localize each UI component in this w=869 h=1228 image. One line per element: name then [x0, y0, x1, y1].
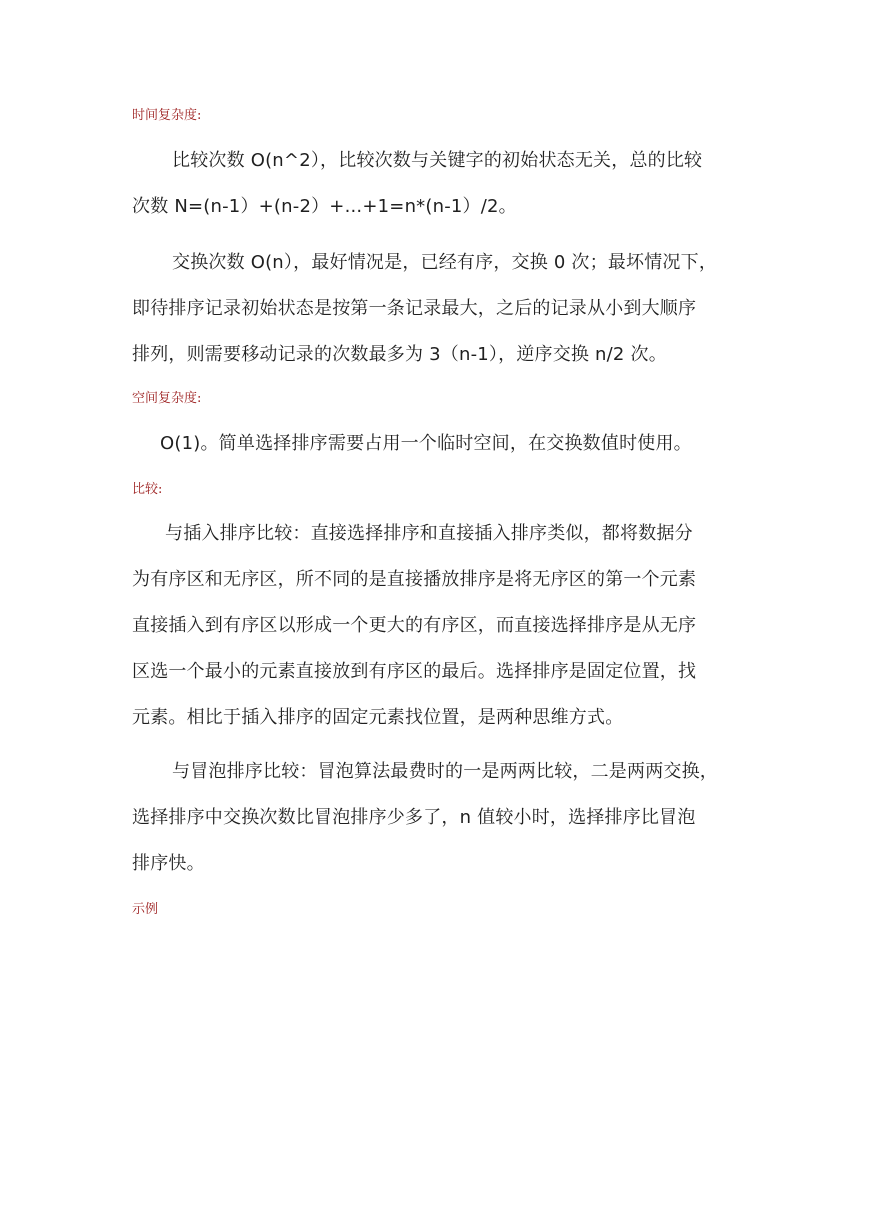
paragraph-swap-count: [132, 240, 740, 378]
text-line: 与冒泡排序比较：冒泡算法最费时的一是两两比较，二是两两交换，: [172, 761, 718, 782]
text-line: 排列，则需要移动记录的次数最多为 3（n-1），逆序交换 n/2 次。: [132, 344, 667, 365]
heading-comparison: 比较:: [132, 482, 163, 497]
text-line: 直接插入到有序区以形成一个更大的有序区，而直接选择排序是从无序: [132, 615, 697, 636]
text-line: 次数 N=(n-1）+(n-2）+...+1=n*(n-1）/2。: [132, 196, 517, 217]
heading-space-complexity: 空间复杂度:: [132, 391, 202, 406]
paragraph-vs-insertion-sort: [132, 511, 740, 741]
text-line: 交换次数 O(n），最好情况是，已经有序，交换 0 次；最坏情况下，: [172, 252, 718, 273]
text-line: 排序快。: [132, 853, 205, 874]
text-line: O(1)。简单选择排序需要占用一个临时空间，在交换数值时使用。: [160, 433, 692, 454]
text-line: 区选一个最小的元素直接放到有序区的最后。选择排序是固定位置，找: [132, 661, 697, 682]
text-line: 即待排序记录初始状态是按第一条记录最大，之后的记录从小到大顺序: [132, 298, 697, 319]
heading-example: 示例: [132, 902, 159, 917]
text-line: 与插入排序比较：直接选择排序和直接插入排序类似，都将数据分: [165, 523, 693, 544]
heading-time-complexity: 时间复杂度:: [132, 108, 202, 123]
paragraph-comparison-count: [132, 138, 740, 230]
paragraph-vs-bubble-sort: [132, 749, 740, 887]
text-line: 比较次数 O(n^2），比较次数与关键字的初始状态无关，总的比较: [172, 150, 703, 171]
text-line: 为有序区和无序区，所不同的是直接播放排序是将无序区的第一个元素: [132, 569, 697, 590]
paragraph-space: [132, 421, 740, 467]
text-line: 选择排序中交换次数比冒泡排序少多了，n 值较小时，选择排序比冒泡: [132, 807, 696, 828]
text-line: 元素。相比于插入排序的固定元素找位置，是两种思维方式。: [132, 707, 624, 728]
